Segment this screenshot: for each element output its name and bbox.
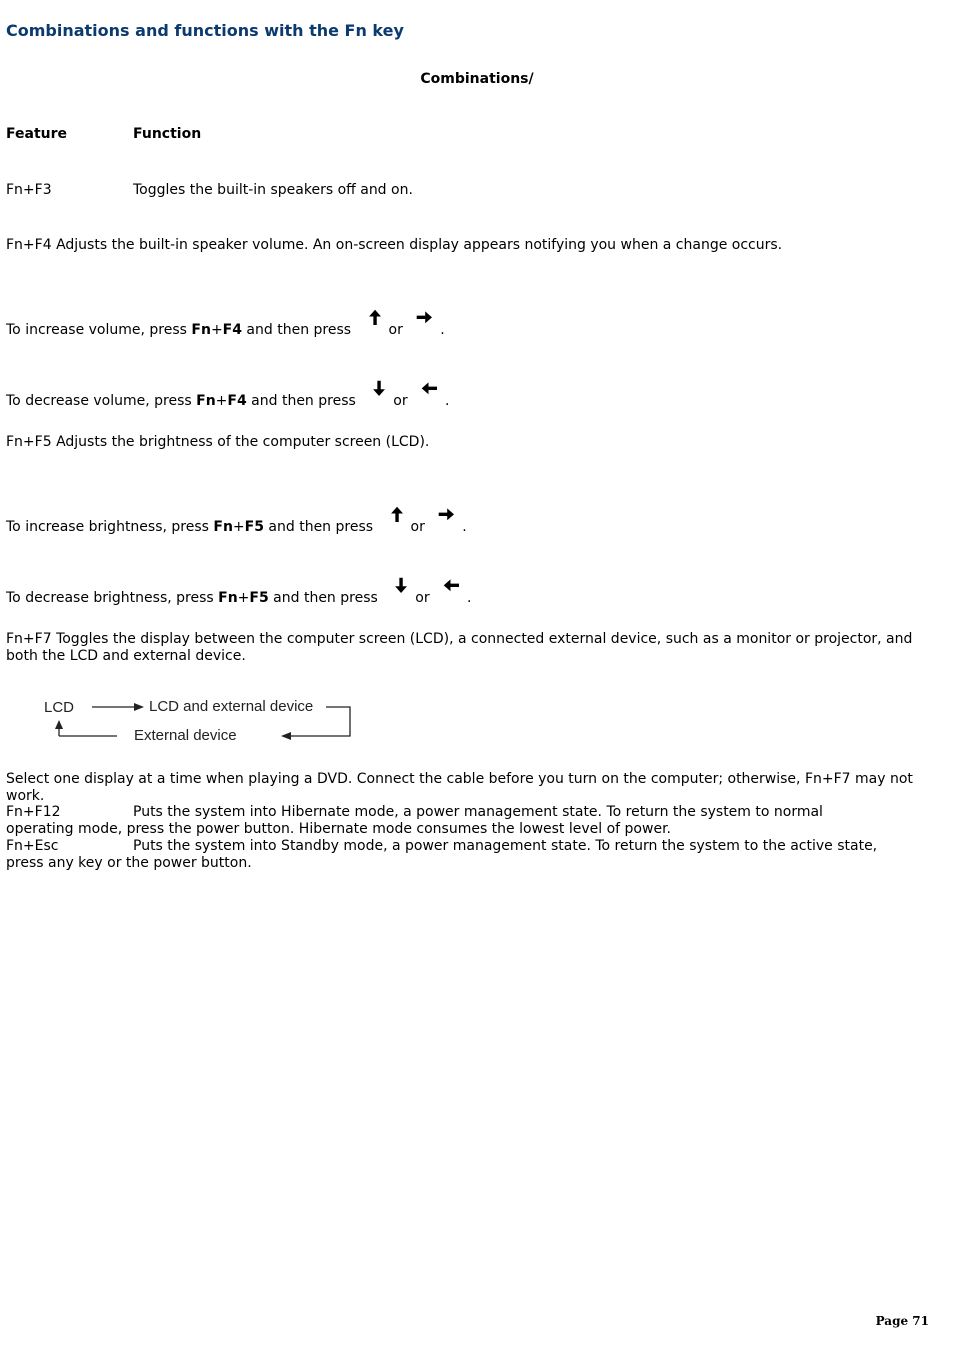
arrow-right-icon <box>437 505 459 527</box>
header-feature: Feature <box>6 126 67 142</box>
diagram-lcd-label: LCD <box>44 699 75 716</box>
arrow-up-icon <box>364 308 386 330</box>
fn-f7-text: Fn+F7 Toggles the display between the computer screen (LCD), a connected external device, such as a monitor or projector, and both the LCD and external device. <box>6 631 913 664</box>
table-heading: Combinations/ <box>420 71 534 87</box>
volume-down-instruction: To decrease volume, press Fn+F4 and then press or . <box>6 379 449 410</box>
arrow-left-icon <box>442 576 464 598</box>
fn-f5-text: Fn+F5 Adjusts the brightness of the computer screen (LCD). <box>6 434 430 450</box>
volume-up-instruction: To increase volume, press Fn+F4 and then press or . <box>6 308 445 339</box>
fn-esc-text-cont: press any key or the power button. <box>6 855 252 871</box>
fn-esc-key: Fn+Esc <box>6 838 59 854</box>
arrow-down-icon <box>390 576 412 598</box>
arrow-left-icon <box>420 379 442 401</box>
page-number: Page 71 <box>875 1314 929 1328</box>
fn-esc-text: Puts the system into Standby mode, a power management state. To return the system to the active state, <box>133 838 878 854</box>
fn-f4-text: Fn+F4 Adjusts the built-in speaker volume. An on-screen display appears notifying you when a change occurs. <box>6 237 783 253</box>
page-title: Combinations and functions with the Fn key <box>6 21 404 40</box>
fn-f12-text-cont: operating mode, press the power button. Hibernate mode consumes the lowest level of power. <box>6 821 671 837</box>
fn-f3-text: Toggles the built-in speakers off and on. <box>133 182 413 198</box>
diagram-both-label: LCD and external device <box>149 698 314 715</box>
arrow-up-icon <box>386 505 408 527</box>
fn-f12-text: Puts the system into Hibernate mode, a power management state. To return the system to normal <box>133 804 823 820</box>
arrow-right-icon <box>415 308 437 330</box>
brightness-up-instruction: To increase brightness, press Fn+F5 and then press or . <box>6 505 467 536</box>
header-function: Function <box>133 126 202 142</box>
brightness-down-instruction: To decrease brightness, press Fn+F5 and then press or . <box>6 576 471 607</box>
fn-f12-key: Fn+F12 <box>6 804 61 820</box>
display-cycle-diagram <box>30 692 370 748</box>
fn-f3-key: Fn+F3 <box>6 182 52 198</box>
arrow-down-icon <box>368 379 390 401</box>
diagram-external-label: External device <box>134 727 237 744</box>
dvd-note: Select one display at a time when playing a DVD. Connect the cable before you turn on the computer; otherwise, Fn+F7 may not work. <box>6 771 913 804</box>
